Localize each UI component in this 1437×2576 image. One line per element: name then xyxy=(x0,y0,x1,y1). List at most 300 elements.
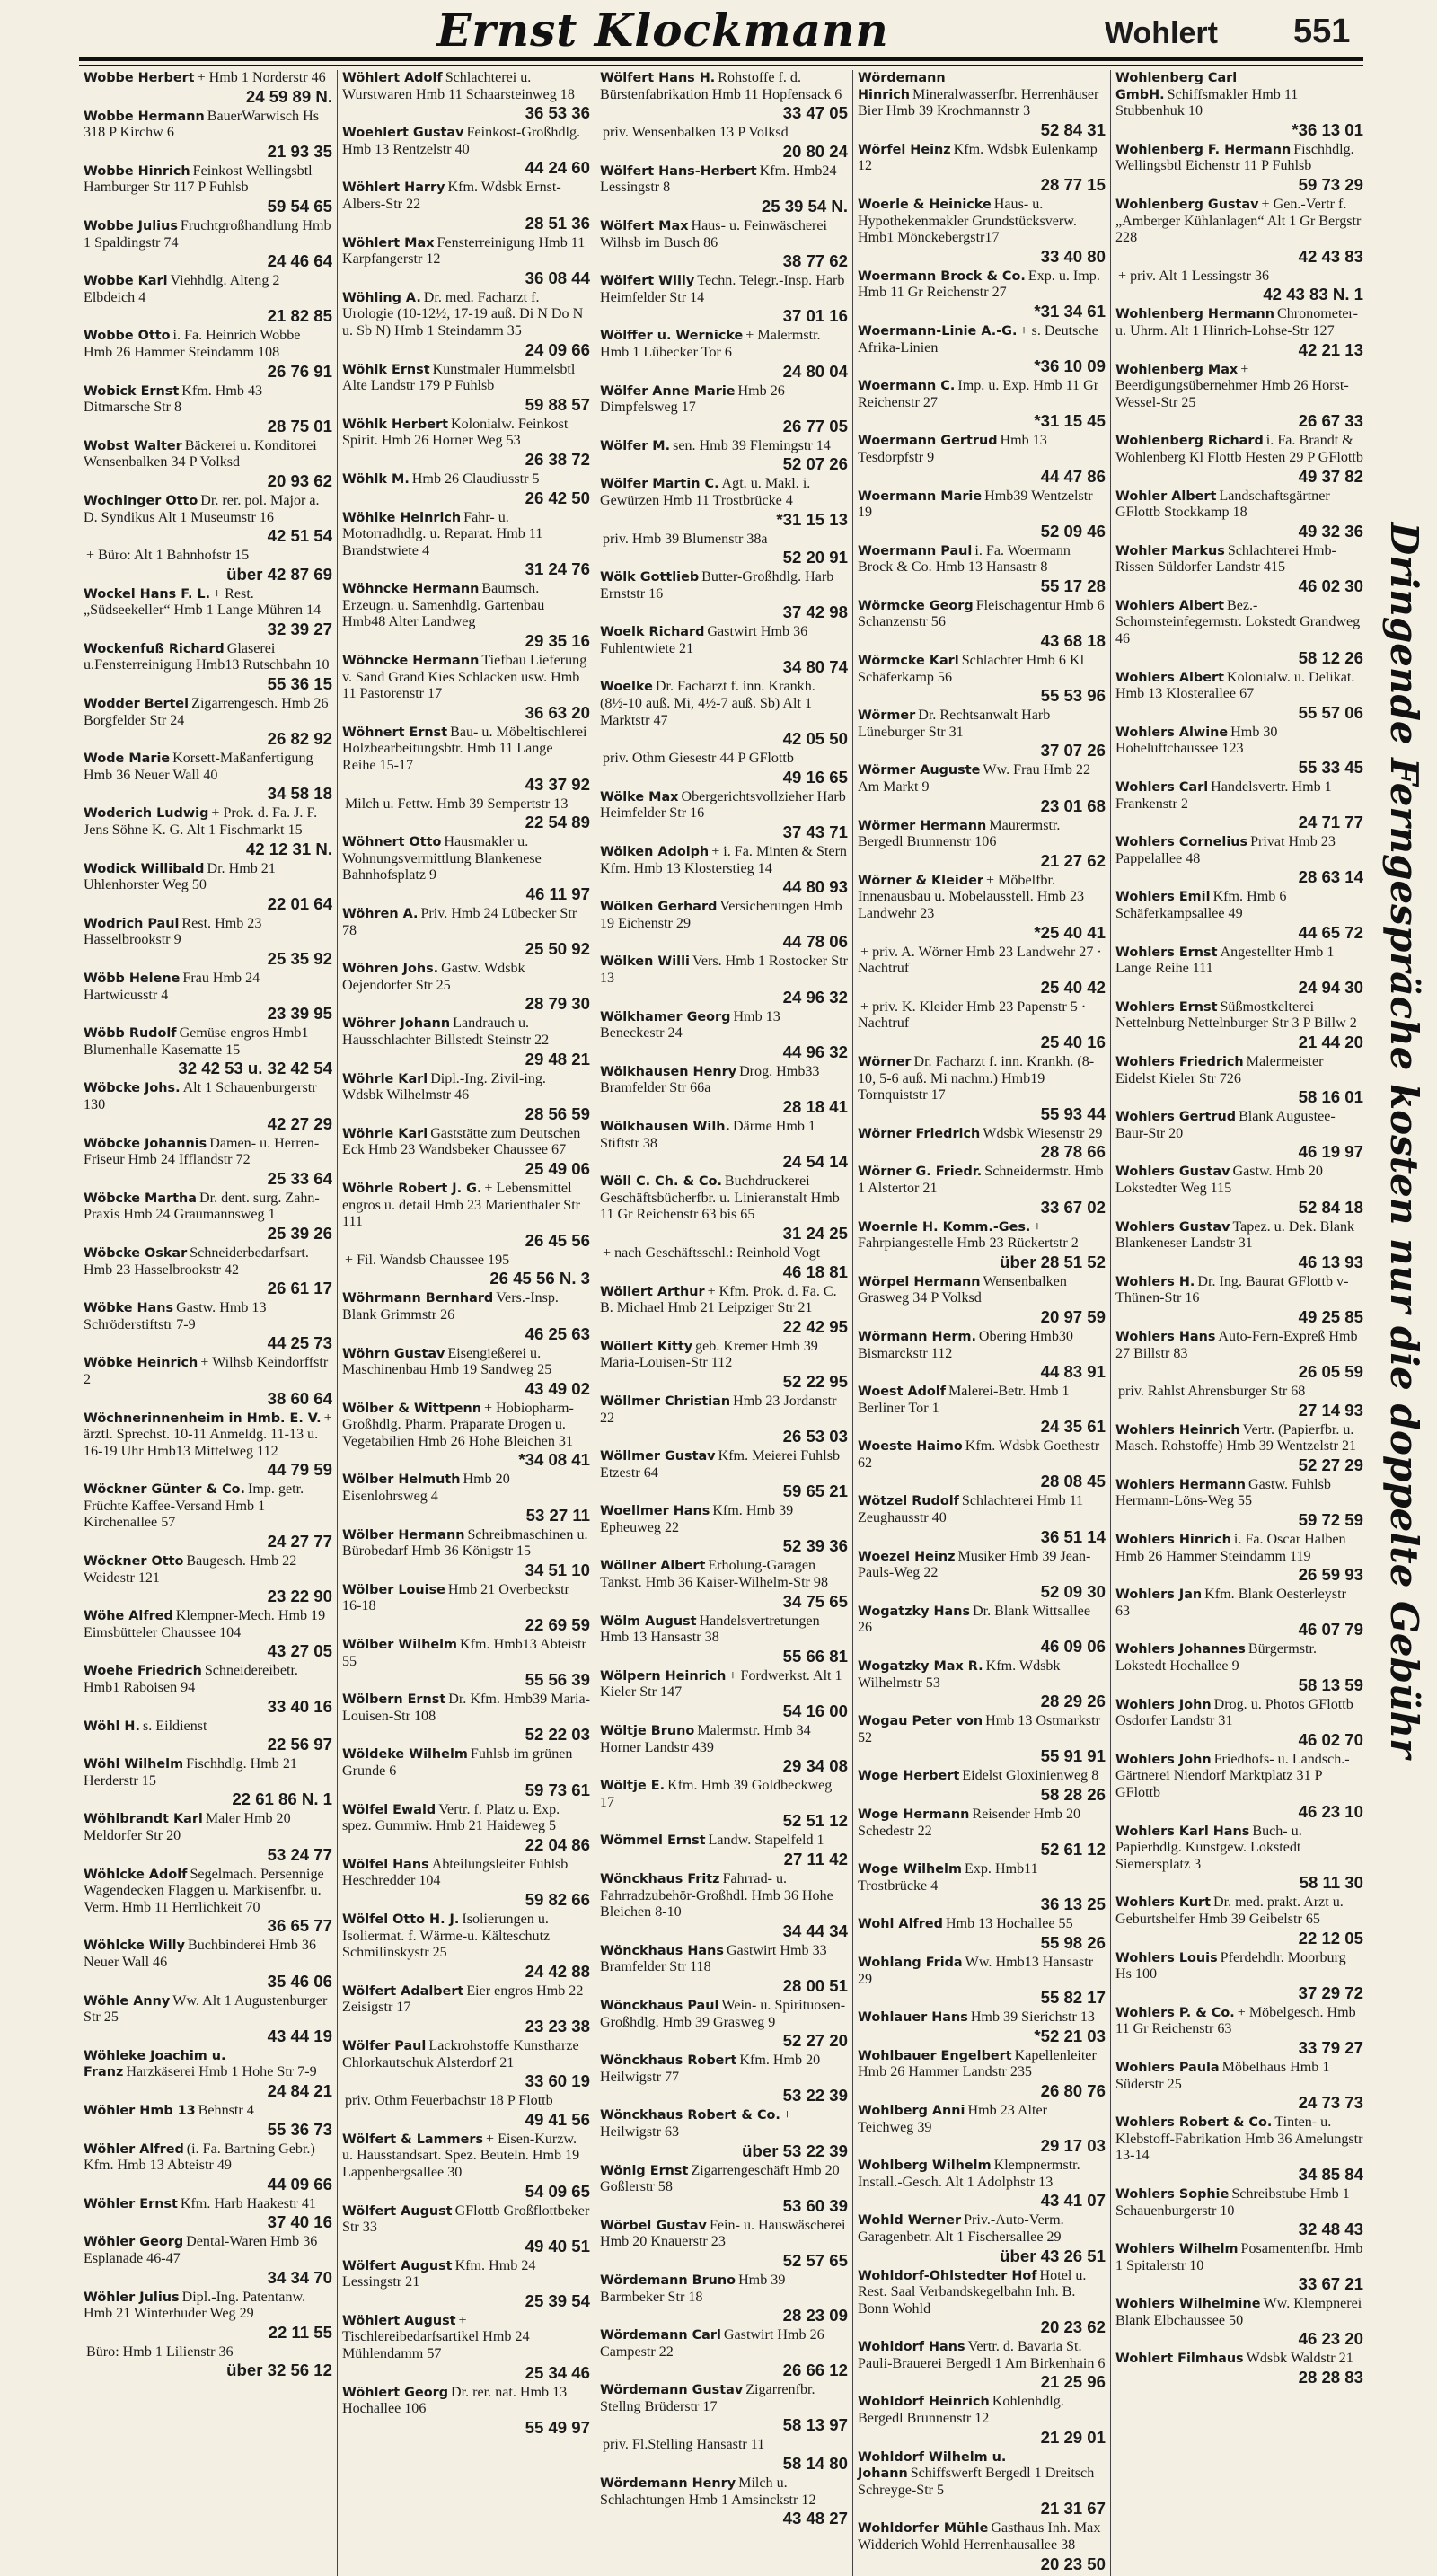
directory-entry xyxy=(858,1916,1106,1952)
directory-entry xyxy=(858,762,1106,814)
entry-details: Ww. Hmb13 Hansastr 29 xyxy=(858,1954,1094,1987)
directory-entry xyxy=(84,1608,332,1660)
entry-phone: 26 67 33 xyxy=(1298,411,1363,431)
entry-phone: 59 72 59 xyxy=(1298,1510,1363,1530)
entry-details: + Lebensmittel engros u. detail Hmb 23 Marienthaler Str 111 xyxy=(342,1180,581,1230)
directory-entry xyxy=(342,2385,590,2437)
entry-details: Dipl.-Ing. Zivil-ing. Wdsbk Wilhelmstr 46 xyxy=(342,1070,546,1103)
entry-phone: 52 27 29 xyxy=(1298,1455,1363,1474)
entry-phone: *31 15 45 xyxy=(1034,411,1106,431)
entry-name: Wode Marie xyxy=(84,752,171,767)
directory-entry xyxy=(1115,779,1363,831)
entry-details: Tinten- u. Klebstoff-Fabrikation Hmb 36 Amelungstr 13-14 xyxy=(1115,2114,1363,2164)
directory-entry xyxy=(84,696,332,748)
entry-phone: 46 02 30 xyxy=(1298,576,1363,595)
entry-details: Kfm. Hmb 6 Schäferkampsallee 49 xyxy=(1115,889,1287,921)
entry-phone: 46 13 93 xyxy=(1298,1252,1363,1271)
directory-entry xyxy=(1115,834,1363,886)
entry-details: + Hobiopharm-Großhdlg. Pharm. Präparate Drogen u. Vegetabilien Hmb 26 Hohe Bleichen 31 xyxy=(342,1400,574,1449)
directory-entry xyxy=(84,805,332,857)
entry-details: Zigarrengeschäft Hmb 20 Goßlerstr 58 xyxy=(600,2162,840,2195)
directory-entry xyxy=(84,1411,332,1480)
margin-notice xyxy=(1371,512,1437,1769)
directory-entry xyxy=(600,2218,848,2270)
directory-entry xyxy=(858,708,1106,760)
entry-phone: 22 12 05 xyxy=(1298,1928,1363,1947)
entry-details: + Beerdigungsübernehmer Hmb 26 Horst-Wessel-Str 25 xyxy=(1115,361,1349,410)
entry-phone: 44 24 60 xyxy=(525,158,590,178)
entry-details: Kapellenleiter Hmb 26 Hammer Landstr 235 xyxy=(858,2047,1097,2080)
entry-phone: 55 56 39 xyxy=(525,1670,590,1690)
column-1 xyxy=(79,70,337,2576)
entry-details: Erholung-Garagen Tankst. Hmb 36 Kaiser-Wilhelm-Str 98 xyxy=(600,1558,829,1591)
entry-name: Wönckhaus Paul xyxy=(600,1998,719,2013)
directory-entry xyxy=(600,1871,848,1940)
entry-phone: 24 59 89 N. xyxy=(245,86,332,106)
directory-entry xyxy=(84,971,332,1023)
entry-phone: 34 51 10 xyxy=(525,1560,590,1579)
entry-name: Wöhren A. xyxy=(342,907,419,921)
running-head: Wohlert xyxy=(1105,16,1218,50)
entry-details: + Prok. d. Fa. J. F. Jens Söhne K. G. Alt 1 Fischmarkt 15 xyxy=(84,805,318,839)
entry-phone: 53 60 39 xyxy=(782,2195,848,2215)
entry-details: Schlachter Hmb 6 Kl Schäferkamp 56 xyxy=(858,653,1085,685)
directory-entry xyxy=(858,142,1106,194)
entry-name: Wöhler Julius xyxy=(84,2290,180,2305)
entry-name: Wöhler Ernst xyxy=(84,2196,178,2211)
entry-details: Imp. u. Exp. Hmb 11 Gr Reichenstr 27 xyxy=(858,378,1099,410)
entry-name: Wörmann Herm. xyxy=(858,1329,976,1344)
entry-name: Wördemann Gustav xyxy=(600,2383,744,2398)
entry-phone: 22 42 95 xyxy=(782,1316,848,1336)
entry-phone: 53 22 39 xyxy=(782,2086,848,2106)
entry-name: Wöhl H. xyxy=(84,1719,140,1734)
entry-name: Wöhlert Georg xyxy=(342,2385,449,2400)
entry-details: Agt. u. Makl. i. Gewürzen Hmb 11 Trostbrücke 4 xyxy=(600,476,811,508)
entry-phone: 23 01 68 xyxy=(1040,796,1106,815)
entry-details: + Möbelgesch. Hmb 11 Gr Reichenstr 63 xyxy=(1115,2004,1356,2037)
directory-entry xyxy=(600,273,848,325)
entry-details: Friedhofs- u. Landsch.-Gärtnerei Niendorf Marktplatz 31 P GFlottb xyxy=(1115,1751,1350,1800)
entry-name: Wöhncke Hermann xyxy=(342,654,480,669)
entry-details: Rohstoffe f. d. Bürstenfabrikation Hmb 11 Hopfensack 6 xyxy=(600,70,842,102)
entry-name: Wörmcke Karl xyxy=(858,654,959,669)
entry-name: Woge Wilhelm xyxy=(858,1862,962,1877)
entry-details: Kolonialw. Feinkost Spirit. Hmb 26 Horner Weg 53 xyxy=(342,416,569,449)
entry-details: Schiffsmakler Hmb 11 Stubbenhuk 10 xyxy=(1115,86,1299,119)
entry-name: Wördemann Hinrich xyxy=(858,71,946,102)
directory-entry xyxy=(600,2475,848,2528)
entry-name: Woeste Haimo xyxy=(858,1439,963,1455)
directory-entry xyxy=(84,1811,332,1863)
directory-entry xyxy=(342,581,590,650)
entry-details: Exp. u. Imp. Hmb 11 Gr Reichenstr 27 xyxy=(858,268,1100,301)
directory-entry xyxy=(1115,1384,1363,1420)
entry-name: Wölfer M. xyxy=(600,438,671,453)
entry-details: Kfm. Wdsbk Eulenkamp 12 xyxy=(858,141,1098,174)
directory-entry xyxy=(342,653,590,722)
entry-details: Landw. Stapelfeld 1 xyxy=(708,1833,824,1849)
entry-details: Malerei-Betr. Hmb 1 Berliner Tor 1 xyxy=(858,1384,1070,1416)
entry-details: Dr. Blank Wittsallee 26 xyxy=(858,1603,1090,1636)
entry-phone: 26 76 91 xyxy=(267,361,332,381)
entry-name: Wöhlke Heinrich xyxy=(342,510,462,525)
entry-details: Hmb 30 Hoheluftchaussee 123 xyxy=(1115,724,1278,757)
entry-details: Dr. dent. surg. Zahn-Praxis Hmb 24 Graumannsweg 1 xyxy=(84,1190,320,1223)
entry-phone: 58 13 97 xyxy=(782,2415,848,2435)
entry-name: Wölfel Hans xyxy=(342,1857,429,1872)
entry-name: Wörner & Kleider xyxy=(858,873,983,888)
entry-details: Mineralwasserfbr. Herrenhäuser Bier Hmb 39 Krochmannstr 3 xyxy=(858,86,1099,119)
entry-details: Hmb 26 Dimpfelsweg 17 xyxy=(600,382,785,416)
entry-details: Buchbinderei Hmb 36 Neuer Wall 46 xyxy=(84,1938,316,1970)
entry-name: Wogatzky Hans xyxy=(858,1604,971,1619)
entry-details: Techn. Telegr.-Insp. Harb Heimfelder Str 14 xyxy=(600,273,845,305)
entry-phone: *52 21 03 xyxy=(1034,2026,1106,2045)
directory-entry xyxy=(84,438,332,490)
entry-name: Wöbcke Johs. xyxy=(84,1081,181,1096)
entry-name: Wohlenberg F. Hermann xyxy=(1115,142,1292,157)
entry-details: Rest. Hmb 23 Hasselbrookstr 9 xyxy=(84,915,262,948)
directory-entry xyxy=(600,2327,848,2379)
entry-details: + priv. K. Kleider Hmb 23 Papenstr 5 · Nachtruf xyxy=(858,998,1087,1032)
directory-entry xyxy=(342,1472,590,1524)
directory-entry xyxy=(1115,1697,1363,1749)
entry-details: Ww. Frau Hmb 22 Am Markt 9 xyxy=(858,762,1090,796)
entry-name: Wördemann Bruno xyxy=(600,2273,736,2288)
entry-details: Malermstr. Hmb 34 Horner Landstr 439 xyxy=(600,1723,811,1755)
entry-details: Gastw. Hmb 13 Schröderstiftstr 7-9 xyxy=(84,1300,267,1332)
entry-name: Wohlers Ernst xyxy=(1115,945,1218,960)
directory-entry xyxy=(600,899,848,951)
entry-details: Schlachterei Hmb-Rissen Süldorfer Landstr 415 xyxy=(1115,542,1336,576)
directory-entry xyxy=(600,70,848,122)
entry-phone: 36 51 14 xyxy=(1040,1526,1106,1546)
directory-entry xyxy=(600,1119,848,1171)
directory-entry xyxy=(1115,197,1363,266)
entry-name: Wockenfuß Richard xyxy=(84,641,225,656)
directory-entry xyxy=(858,2048,1106,2100)
entry-phone: 46 25 63 xyxy=(525,1323,590,1343)
directory-entry xyxy=(84,70,332,106)
entry-name: Wohlberg Anni xyxy=(858,2103,965,2118)
entry-details: priv. Rahlst Ahrensburger Str 68 xyxy=(1118,1384,1306,1400)
entry-details: Dr. Facharzt f. inn. Krankh. (8½-10 auß. Mi, 4½-7 auß. Sb) Alt 1 Marktstr 47 xyxy=(600,679,815,728)
entry-phone: 46 23 20 xyxy=(1298,2329,1363,2349)
entry-details: Eisengießerei u. Maschinenbau Hmb 19 Sandweg 25 xyxy=(342,1345,552,1378)
directory-entry xyxy=(342,796,590,832)
entry-name: Woderich Ludwig xyxy=(84,806,209,822)
directory-entry xyxy=(858,1384,1106,1436)
entry-name: Wöhlert Max xyxy=(342,235,435,251)
entry-phone: 20 80 24 xyxy=(782,141,848,161)
directory-entry xyxy=(342,125,590,177)
entry-details: Kfm. Hmb 43 Ditmarsche Str 8 xyxy=(84,382,263,416)
entry-details: Harzkäserei Hmb 1 Hohe Str 7-9 xyxy=(126,2064,317,2080)
entry-name: Wohlers Karl Hans xyxy=(1115,1824,1250,1839)
directory-entry xyxy=(84,2141,332,2194)
entry-phone: 44 65 72 xyxy=(1298,922,1363,942)
directory-entry xyxy=(84,1481,332,1551)
entry-details: Lackrohstoffe Kunstharze Chlorkautschuk Alsterdorf 21 xyxy=(342,2037,579,2070)
entry-name: Wohlers John xyxy=(1115,1697,1212,1712)
entry-name: Wohlers Alwine xyxy=(1115,725,1229,740)
directory-entry xyxy=(84,109,332,161)
entry-phone: 31 24 25 xyxy=(782,1223,848,1243)
directory-entry xyxy=(858,1955,1106,2007)
directory-entry xyxy=(600,2107,848,2159)
directory-entry xyxy=(1115,999,1363,1051)
entry-details: Schneidereibetr. Hmb1 Raboisen 94 xyxy=(84,1663,298,1696)
directory-entry xyxy=(84,1300,332,1352)
entry-name: Wöllner Albert xyxy=(600,1559,706,1574)
entry-details: Dr. rer. pol. Major a. D. Syndikus Alt 1 Museumstr 16 xyxy=(84,492,320,525)
entry-phone: 49 41 56 xyxy=(525,2109,590,2129)
entry-phone: 33 67 02 xyxy=(1040,1197,1106,1217)
directory-entry xyxy=(1115,670,1363,722)
directory-entry xyxy=(342,2132,590,2201)
entry-phone: über 53 22 39 xyxy=(742,2141,848,2160)
entry-details: Isolierungen u. Isoliermat. f. Wärme-u. Kälteschutz Schmilinskystr 25 xyxy=(342,1911,551,1961)
entry-name: Wöhl Wilhelm xyxy=(84,1757,184,1772)
entry-phone: 24 54 14 xyxy=(782,1152,848,1172)
entry-phone: 42 43 83 xyxy=(1298,246,1363,266)
entry-phone: 25 39 54 xyxy=(525,2290,590,2310)
entry-phone: 33 60 19 xyxy=(525,2071,590,2091)
entry-details: Fischhdlg. Hmb 21 Herderstr 15 xyxy=(84,1756,297,1789)
entry-phone: 55 91 91 xyxy=(1040,1746,1106,1766)
entry-name: Wöhlk Herbert xyxy=(342,417,448,432)
entry-phone: 33 40 16 xyxy=(267,1696,332,1716)
entry-phone: 24 35 61 xyxy=(1040,1417,1106,1437)
entry-name: Wördemann Carl xyxy=(600,2328,721,2343)
entry-phone: 52 09 30 xyxy=(1040,1581,1106,1601)
entry-name: Wölfert & Lammers xyxy=(342,2132,484,2147)
entry-phone: 55 53 96 xyxy=(1040,686,1106,706)
entry-phone: 43 27 05 xyxy=(267,1641,332,1661)
entry-phone: 21 25 96 xyxy=(1040,2372,1106,2392)
entry-phone: 32 42 53 u. 32 42 54 xyxy=(178,1059,332,1078)
entry-phone: 59 82 66 xyxy=(525,1889,590,1909)
entry-name: Wohldorf Wilhelm u. Johann xyxy=(858,2449,1007,2482)
entry-details: Dr. Rechtsanwalt Harb Lüneburger Str 31 xyxy=(858,708,1051,740)
entry-details: Landrauch u. Hausschlachter Billstedt Steinstr 22 xyxy=(342,1015,550,1048)
entry-name: Wölken Willi xyxy=(600,954,690,970)
entry-phone: 26 59 93 xyxy=(1298,1565,1363,1585)
page-number: 551 xyxy=(1293,13,1351,50)
entry-name: Wogau Peter von xyxy=(858,1714,983,1729)
entry-phone: 36 63 20 xyxy=(525,702,590,722)
entry-phone: 32 48 43 xyxy=(1298,2220,1363,2239)
directory-entry xyxy=(858,2520,1106,2572)
directory-entry xyxy=(84,861,332,913)
entry-details: Kfm. Hmb 39 Goldbeckweg 17 xyxy=(600,1778,833,1810)
entry-phone: *31 15 13 xyxy=(776,509,848,529)
entry-details: Ww. Alt 1 Augustenburger Str 25 xyxy=(84,1992,328,2026)
entry-phone: 21 82 85 xyxy=(267,306,332,326)
entry-details: Privat Hmb 23 Pappelallee 48 xyxy=(1115,834,1336,866)
entry-details: Kfm. Hmb 24 Lessingstr 21 xyxy=(342,2257,536,2290)
entry-name: Wölfert August xyxy=(342,2258,453,2273)
entry-details: Fuhlsb im grünen Grunde 6 xyxy=(342,1746,573,1779)
entry-name: Wöllert Arthur xyxy=(600,1284,705,1299)
entry-details: Kolonialw. u. Delikat. Hmb 13 Klosterallee 67 xyxy=(1115,669,1355,702)
entry-name: Wohlers Hans xyxy=(1115,1329,1216,1344)
entry-details: Wdsbk Waldstr 21 xyxy=(1246,2351,1353,2367)
entry-name: Wörfel Heinz xyxy=(858,142,951,157)
directory-entry xyxy=(84,641,332,693)
entry-name: Wohlbauer Engelbert xyxy=(858,2048,1012,2063)
entry-details: + Tischlereibedarfsartikel Hmb 24 Mühlendamm 57 xyxy=(342,2312,530,2362)
entry-phone: 52 07 26 xyxy=(782,454,848,474)
entry-phone: 58 11 30 xyxy=(1299,1873,1363,1893)
entry-details: Hmb 39 Sierichstr 13 xyxy=(970,2009,1095,2026)
entry-name: Woest Adolf xyxy=(858,1385,946,1400)
entry-phone: 44 78 06 xyxy=(782,932,848,952)
entry-phone: 25 39 26 xyxy=(267,1223,332,1243)
directory-entry xyxy=(84,2196,332,2232)
entry-name: Wöhlert Harry xyxy=(342,180,445,196)
entry-phone: 58 12 26 xyxy=(1298,647,1363,667)
entry-name: Wöhnert Otto xyxy=(342,835,442,850)
entry-phone: 36 53 36 xyxy=(525,103,590,123)
entry-details: + priv. A. Wörner Hmb 23 Landwehr 27 · Nachtruf xyxy=(858,944,1102,977)
entry-phone: 23 22 90 xyxy=(267,1587,332,1606)
entry-name: Wöltje E. xyxy=(600,1779,666,1794)
directory-entry xyxy=(342,1692,590,1744)
entry-phone: 46 09 06 xyxy=(1040,1637,1106,1657)
entry-phone: *25 40 41 xyxy=(1034,922,1106,942)
directory-entry xyxy=(858,378,1106,430)
directory-entry xyxy=(1115,1950,1363,2002)
directory-entry xyxy=(342,1802,590,1854)
entry-phone: 22 61 86 N. 1 xyxy=(232,1789,332,1809)
entry-phone: 44 47 86 xyxy=(1040,466,1106,486)
entry-details: Drog. Hmb33 Bramfelder Str 66a xyxy=(600,1063,820,1096)
entry-name: Wönckhaus Hans xyxy=(600,1943,724,1958)
entry-phone: 55 57 06 xyxy=(1298,702,1363,722)
entry-phone: 55 93 44 xyxy=(1040,1103,1106,1123)
column-5 xyxy=(1110,70,1368,2576)
page-header xyxy=(0,0,1437,59)
entry-details: Eier engros Hmb 22 Zeisigstr 17 xyxy=(342,1983,584,2016)
directory-entry xyxy=(84,1553,332,1605)
entry-phone: 28 00 51 xyxy=(782,1975,848,1995)
directory-entry xyxy=(342,1015,590,1068)
entry-details: Korsett-Maßanfertigung Hmb 36 Neuer Wall 40 xyxy=(84,751,313,783)
entry-details: Dr. Ing. Baurat GFlottb v-Thünen-Str 16 xyxy=(1115,1273,1349,1306)
entry-details: Milch u. Schlachtungen Hmb 1 Amsinckstr 12 xyxy=(600,2475,816,2508)
entry-phone: 24 46 64 xyxy=(267,251,332,271)
directory-entry xyxy=(1115,598,1363,667)
directory-entry xyxy=(600,789,848,841)
directory-columns xyxy=(79,70,1368,2573)
directory-entry xyxy=(858,1658,1106,1710)
directory-entry xyxy=(600,163,848,215)
entry-name: Wohlers Robert & Co. xyxy=(1115,2115,1273,2131)
entry-details: Hausmakler u. Wohnungsvermittlung Blankenese Bahnhofsplatz 9 xyxy=(342,834,542,884)
entry-details: Hmb 39 Barmbeker Str 18 xyxy=(600,2272,786,2305)
entry-name: Wöhrmann Bernhard xyxy=(342,1291,494,1306)
directory-entry xyxy=(342,1181,590,1250)
directory-entry xyxy=(858,2449,1106,2519)
entry-name: Wobick Ernst xyxy=(84,383,180,399)
entry-name: Wöhrle Karl xyxy=(342,1126,428,1141)
directory-entry xyxy=(600,1174,848,1243)
entry-phone: 28 75 01 xyxy=(267,416,332,435)
entry-name: Wölken Adolph xyxy=(600,845,710,860)
directory-entry xyxy=(600,1558,848,1610)
directory-entry xyxy=(342,362,590,414)
entry-details: + Fil. Wandsb Chaussee 195 xyxy=(345,1252,510,1268)
entry-details: Ww. Klempnerei Blank Elbchaussee 50 xyxy=(1115,2296,1362,2328)
directory-entry xyxy=(600,1943,848,1995)
entry-details: Bäckerei u. Konditorei Wensenbalken 34 P Volksd xyxy=(84,437,317,470)
directory-entry xyxy=(600,1833,848,1868)
entry-name: Wöhler Hmb 13 xyxy=(84,2103,196,2118)
entry-phone: 55 66 81 xyxy=(782,1646,848,1666)
entry-details: Haus- u. Feinwäscherei Wilhsb im Busch 86 xyxy=(600,217,827,251)
entry-name: Wohlers H. xyxy=(1115,1274,1195,1289)
entry-name: Wölfert Adalbert xyxy=(342,1983,464,1999)
entry-details: priv. Wensenbalken 13 P Volksd xyxy=(603,125,789,141)
directory-entry xyxy=(1115,142,1363,194)
entry-phone: 22 54 89 xyxy=(525,813,590,832)
entry-name: Wohlenberg Hermann xyxy=(1115,307,1274,322)
entry-name: Wöhlert August xyxy=(342,2313,456,2328)
entry-phone: 23 23 38 xyxy=(525,2016,590,2035)
entry-name: Wöbke Heinrich xyxy=(84,1356,198,1371)
directory-entry xyxy=(84,383,332,435)
entry-details: + Gen.-Vertr f. „Amberger Kühlanlagen“ Alt 1 Gr Bergstr 228 xyxy=(1115,196,1362,246)
entry-details: Gaststätte zum Deutschen Eck Hmb 23 Wandsbeker Chaussee 67 xyxy=(342,1125,581,1158)
entry-phone: 24 42 88 xyxy=(525,1961,590,1981)
entry-phone: 43 41 07 xyxy=(1040,2191,1106,2211)
entry-details: Kfm. Wdsbk Goethestr 62 xyxy=(858,1438,1100,1471)
entry-details: Gasthaus Inh. Max Widderich Wohld Herrenhausallee 38 xyxy=(858,2520,1101,2554)
entry-phone: 26 61 17 xyxy=(267,1279,332,1298)
entry-phone: 42 21 13 xyxy=(1298,339,1363,359)
entry-name: Wöhle Anny xyxy=(84,1993,171,2009)
entry-name: Wölkhausen Wilh. xyxy=(600,1119,730,1134)
entry-phone: 20 23 50 xyxy=(1040,2554,1106,2573)
directory-entry xyxy=(858,2009,1106,2045)
entry-details: + ärztl. Sprechst. 10-11 Anmeldg. 11-13 u. 16-19 Uhr Hmb13 Mittelweg 112 xyxy=(84,1410,332,1459)
directory-entry xyxy=(1115,1824,1363,1893)
entry-phone: 59 54 65 xyxy=(267,196,332,215)
directory-entry xyxy=(600,844,848,896)
entry-phone: über 32 56 12 xyxy=(226,2361,332,2380)
entry-details: Dr. med. prakt. Arzt u. Geburtshelfer Hmb 39 Geibelstr 65 xyxy=(1115,1895,1344,1927)
entry-name: Wöllert Kitty xyxy=(600,1339,693,1354)
entry-phone: 52 22 03 xyxy=(525,1725,590,1745)
entry-phone: 55 49 97 xyxy=(525,2417,590,2437)
directory-entry xyxy=(858,1274,1106,1326)
entry-name: Wöhlk M. xyxy=(342,471,410,487)
entry-phone: 46 07 79 xyxy=(1298,1620,1363,1640)
directory-entry xyxy=(342,1912,590,1981)
directory-entry xyxy=(84,1191,332,1243)
directory-entry xyxy=(600,1503,848,1555)
entry-name: Wohlert Filmhaus xyxy=(1115,2352,1244,2367)
entry-phone: 43 37 92 xyxy=(525,774,590,794)
entry-phone: 28 56 59 xyxy=(525,1103,590,1123)
directory-entry xyxy=(84,1136,332,1188)
entry-details: + nach Geschäftsschl.: Reinhold Vogt xyxy=(603,1244,821,1261)
directory-entry xyxy=(858,1713,1106,1765)
entry-phone: 34 34 70 xyxy=(267,2267,332,2287)
directory-entry xyxy=(600,954,848,1006)
